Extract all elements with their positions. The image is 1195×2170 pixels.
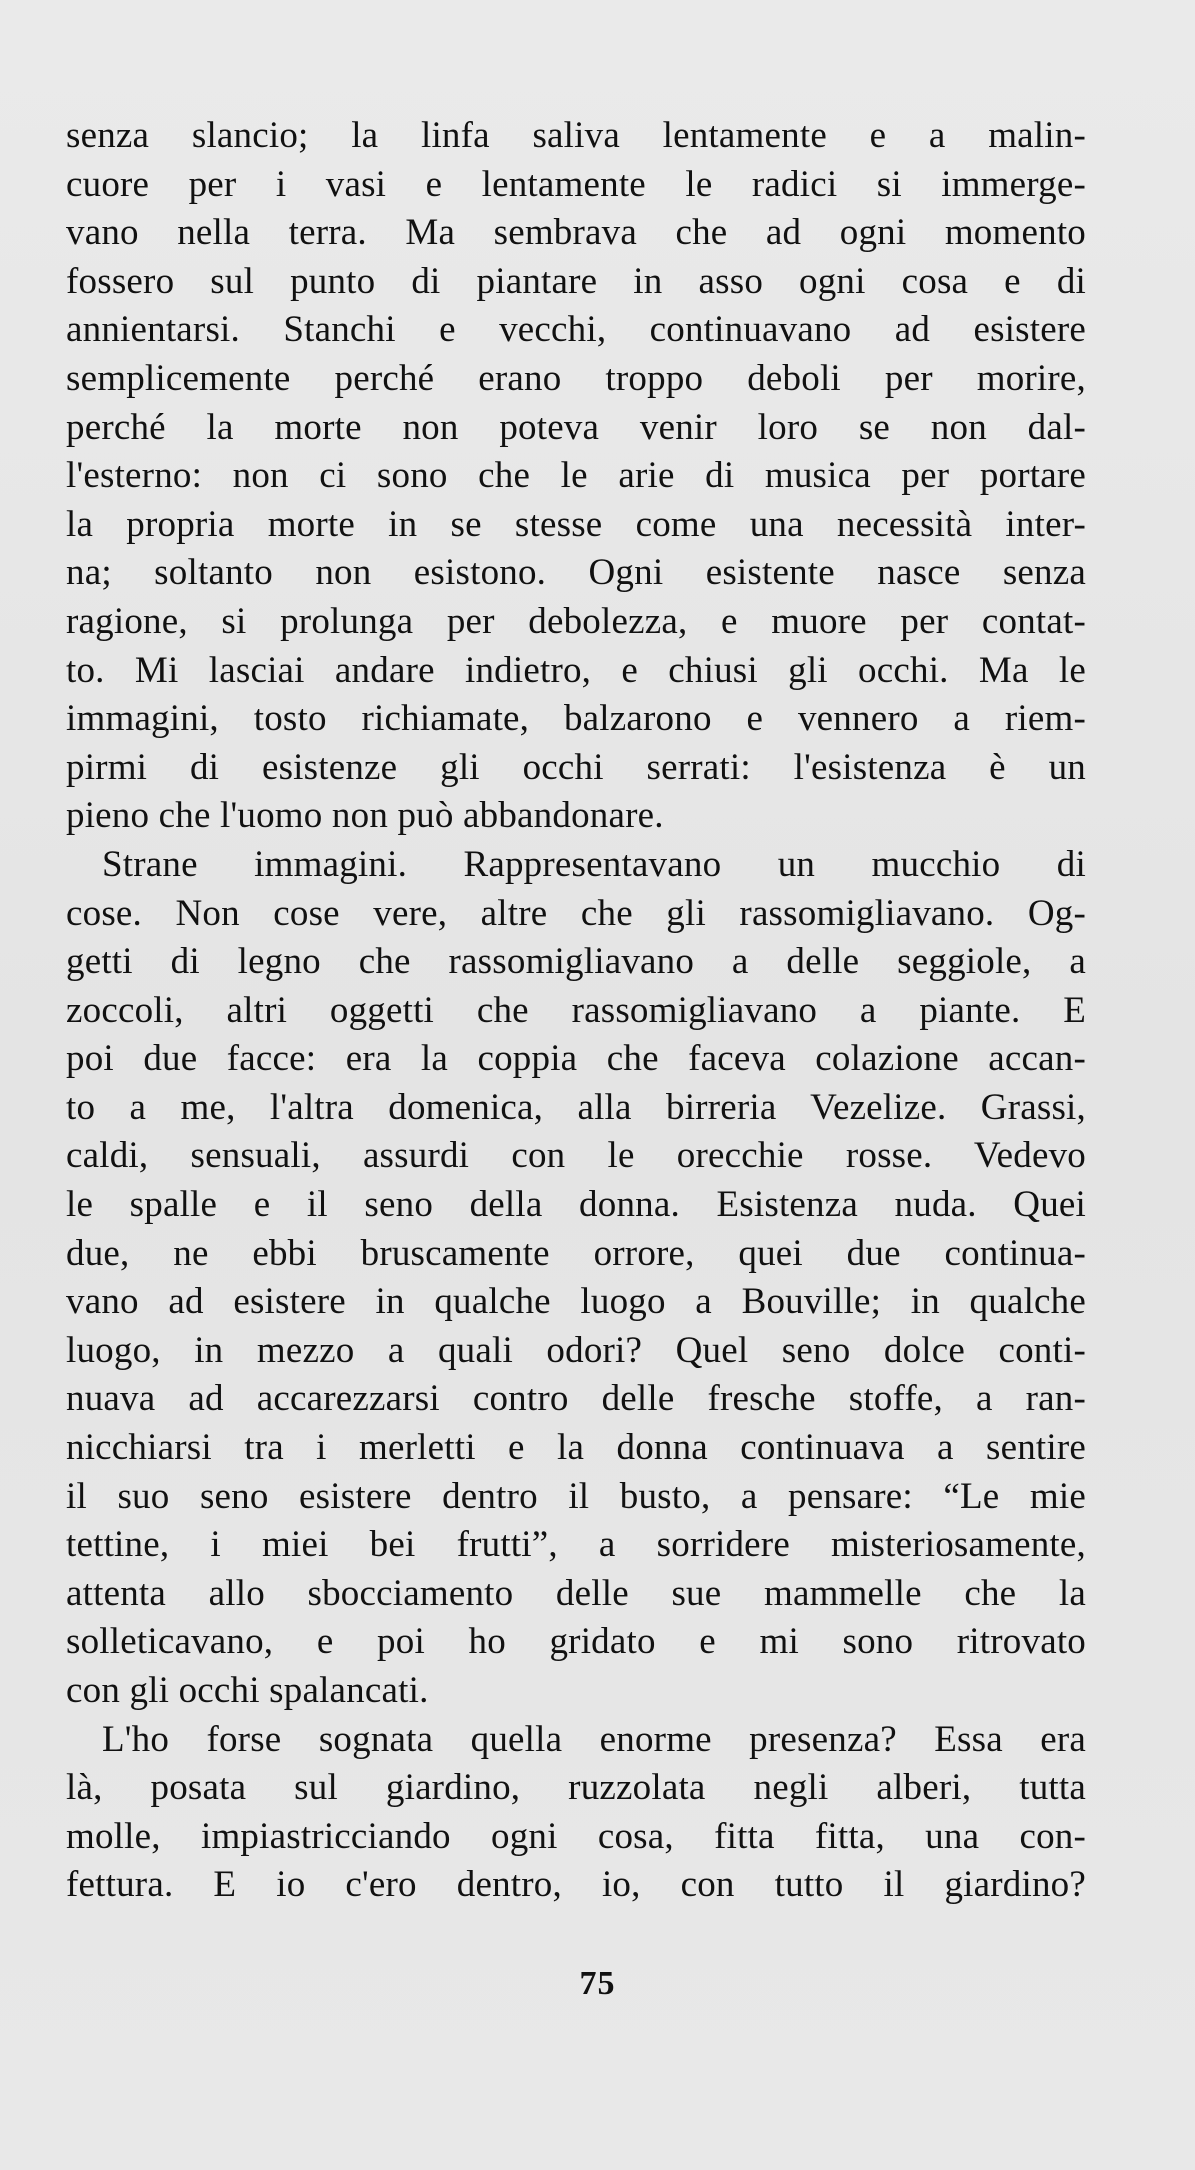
body-text (66, 112, 1086, 1910)
text-line: attenta allo sbocciamento delle sue mammelle che la (66, 1572, 1086, 1614)
text-line: molle, impiastricciando ogni cosa, fitta fitta, una con- (66, 1815, 1086, 1857)
text-line: poi due facce: era la coppia che faceva colazione accan- (66, 1038, 1086, 1080)
text-line: caldi, sensuali, assurdi con le orecchie rosse. Vedevo (66, 1135, 1086, 1177)
text-line: ragione, si prolunga per debolezza, e muore per contat- (66, 600, 1086, 642)
text-line: con gli occhi spalancati. (66, 1670, 429, 1711)
text-line: to a me, l'altra domenica, alla birreria Vezelize. Grassi, (66, 1086, 1086, 1128)
text-line: la propria morte in se stesse come una necessità inter- (66, 503, 1086, 545)
text-line: nuava ad accarezzarsi contro delle fresche stoffe, a ran- (66, 1378, 1086, 1420)
text-line: na; soltanto non esistono. Ogni esistente nasce senza (66, 552, 1086, 594)
text-line: luogo, in mezzo a quali odori? Quel seno dolce conti- (66, 1329, 1086, 1371)
text-line: semplicemente perché erano troppo deboli per morire, (66, 357, 1086, 399)
text-line: perché la morte non poteva venir loro se non dal- (66, 406, 1086, 448)
text-line: tettine, i miei bei frutti”, a sorridere misteriosamente, (66, 1524, 1086, 1566)
text-line: pieno che l'uomo non può abbandonare. (66, 795, 664, 837)
text-line: fossero sul punto di piantare in asso ogni cosa e di (66, 260, 1086, 302)
text-line: vano nella terra. Ma sembrava che ad ogni momento (66, 212, 1086, 254)
text-line: l'esterno: non ci sono che le arie di musica per portare (66, 455, 1086, 497)
text-line: senza slancio; la linfa saliva lentamente e a malin- (66, 115, 1086, 156)
paragraph-3 (66, 1716, 1086, 1910)
text-line: annientarsi. Stanchi e vecchi, continuavano ad esistere (66, 309, 1086, 351)
text-line: nicchiarsi tra i merletti e la donna continuava a sentire (66, 1427, 1086, 1469)
text-line: zoccoli, altri oggetti che rassomigliavano a piante. E (66, 989, 1086, 1031)
text-line: vano ad esistere in qualche luogo a Bouville; in qualche (66, 1281, 1086, 1323)
text-line: là, posata sul giardino, ruzzolata negli alberi, tutta (66, 1767, 1086, 1809)
text-line: fettura. E io c'ero dentro, io, con tutto il giardino? (66, 1864, 1086, 1906)
page-number: 75 (579, 1965, 616, 2002)
text-line: cose. Non cose vere, altre che gli rassomigliavano. Og- (66, 892, 1086, 934)
text-line: to. Mi lasciai andare indietro, e chiusi gli occhi. Ma le (66, 649, 1086, 691)
paragraph-2 (66, 841, 1086, 1716)
paragraph-1 (66, 112, 1086, 841)
text-line: pirmi di esistenze gli occhi serrati: l'esistenza è un (66, 746, 1086, 788)
text-line: due, ne ebbi bruscamente orrore, quei due continua- (66, 1232, 1086, 1274)
text-line: solleticavano, e poi ho gridato e mi sono ritrovato (66, 1621, 1086, 1663)
text-line: cuore per i vasi e lentamente le radici si immerge- (66, 163, 1086, 205)
text-line: le spalle e il seno della donna. Esistenza nuda. Quei (66, 1184, 1086, 1226)
text-line: Strane immagini. Rappresentavano un mucchio di (102, 843, 1086, 885)
text-line: getti di legno che rassomigliavano a delle seggiole, a (66, 941, 1086, 983)
text-line: L'ho forse sognata quella enorme presenza? Essa era (102, 1718, 1086, 1760)
text-line: immagini, tosto richiamate, balzarono e vennero a riem- (66, 698, 1086, 740)
text-line: il suo seno esistere dentro il busto, a pensare: “Le mie (66, 1475, 1086, 1517)
